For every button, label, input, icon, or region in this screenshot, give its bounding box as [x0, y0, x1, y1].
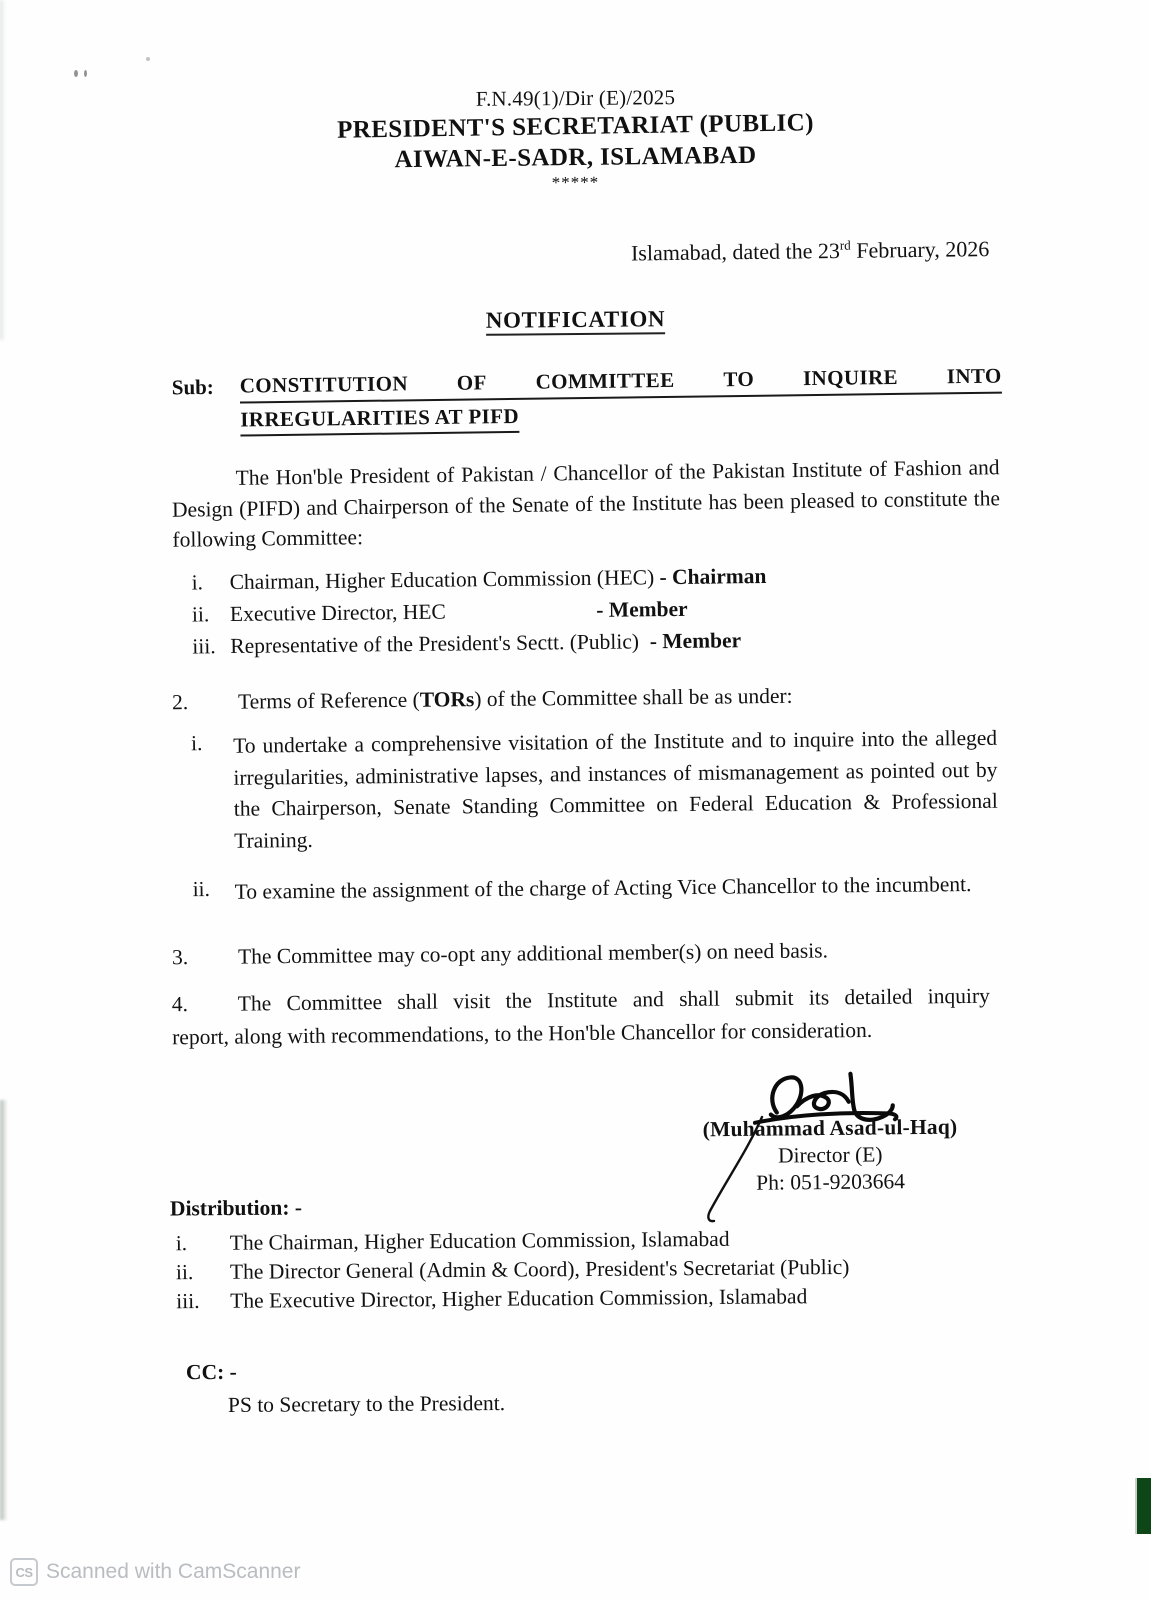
scan-speck	[84, 70, 87, 77]
subject-line-2: IRREGULARITIES AT PIFD	[240, 403, 519, 437]
list-item	[186, 593, 986, 627]
list-item	[172, 1225, 992, 1256]
decorative-separator: *****	[551, 172, 600, 193]
member-role: - Member	[596, 596, 688, 622]
dateline-ordinal: rd	[839, 237, 851, 253]
paragraph-number: 3.	[171, 945, 189, 970]
member-role: - Chairman	[659, 563, 767, 590]
member-designation: Executive Director, HEC	[229, 597, 597, 627]
subject-text	[240, 363, 1003, 437]
paragraph-3-text: The Committee may co-opt any additional member(s) on need basis.	[237, 938, 829, 969]
paragraph-3	[172, 934, 990, 973]
subject-word: TO	[723, 366, 755, 392]
list-item	[185, 723, 998, 858]
page-title-text: NOTIFICATION	[486, 306, 666, 336]
list-marker: i.	[190, 731, 203, 756]
subject-label: Sub:	[171, 374, 214, 400]
paragraph-number: 2.	[171, 690, 189, 715]
tors-heading-text	[238, 684, 793, 715]
list-item	[187, 869, 999, 909]
signatory-title: Director (E)	[777, 1142, 883, 1168]
list-marker: i.	[175, 1231, 188, 1256]
signatory-name: (Muhammad Asad-ul-Haq)	[702, 1114, 958, 1142]
tors-heading	[172, 682, 992, 716]
camscanner-watermark-text: Scanned with CamScanner	[46, 1560, 301, 1583]
tor-text: To undertake a comprehensive visitation of the Institute and to inquire into the alleged irregularities, administrative lapses, and instances of mismanagement as pointed out by the Chairperson, Senate Standing Committee on Federal Education & Professional Training.	[233, 725, 998, 853]
file-number: F.N.49(1)/Dir (E)/2025	[475, 85, 676, 111]
intro-paragraph: The Hon'ble President of Pakistan / Chancellor of the Pakistan Institute of Fashion and Design (PIFD) and Chairperson of the Senate of the Institute has been pleased to constitute the following Committee:	[171, 455, 1001, 552]
cc-recipient: PS to Secretary to the President.	[227, 1391, 506, 1417]
member-role: - Member	[649, 628, 742, 654]
signatory-phone: Ph: 051-9203664	[756, 1169, 906, 1195]
committee-member-list	[185, 561, 986, 666]
list-marker: iii.	[176, 1289, 200, 1314]
organization-address-line2: AIWAN-E-SADR, ISLAMABAD	[394, 141, 757, 174]
paragraph-4-text-line2: report, along with recommendations, to the Hon'ble Chancellor for consideration.	[172, 1017, 873, 1049]
camscanner-watermark	[10, 1558, 300, 1586]
dateline	[631, 236, 990, 267]
scan-speck	[74, 70, 78, 77]
distribution-list	[172, 1225, 993, 1318]
list-marker: i.	[191, 570, 204, 595]
distribution-recipient: The Executive Director, Higher Education Commission, Islamabad	[230, 1284, 808, 1313]
tors-acronym: TORs	[419, 687, 475, 712]
tors-heading-post: ) of the Committee shall be as under:	[474, 683, 793, 712]
subject-word: OF	[456, 370, 487, 395]
scan-edge-artifact-right	[1135, 1478, 1151, 1534]
subject-word: INQUIRE	[802, 364, 899, 391]
tor-text: To examine the assignment of the charge of Acting Vice Chancellor to the incumbent.	[234, 872, 972, 905]
subject-word: CONSTITUTION	[239, 371, 409, 398]
paragraph-4	[172, 981, 991, 1053]
scan-speck	[146, 57, 150, 61]
list-item	[186, 625, 986, 659]
list-item	[172, 1283, 992, 1314]
list-item	[172, 1254, 992, 1285]
signature-block	[639, 1060, 1020, 1197]
tors-list	[185, 723, 999, 929]
subject-line-1	[240, 363, 1002, 404]
member-designation: Representative of the President's Sectt. (Public)	[230, 629, 650, 659]
list-marker: ii.	[192, 877, 211, 902]
document-letterhead	[0, 86, 1151, 193]
paragraph-number: 4.	[171, 992, 189, 1017]
scan-edge-artifact-left	[0, 1100, 7, 1520]
page-title	[0, 302, 1151, 338]
subject-word: INTO	[946, 363, 1002, 389]
dateline-suffix: February, 2026	[850, 236, 990, 263]
member-designation: Chairman, Higher Education Commission (HEC)	[229, 565, 660, 595]
camscanner-badge-icon: CS	[10, 1558, 38, 1586]
distribution-recipient: The Chairman, Higher Education Commission, Islamabad	[229, 1226, 730, 1255]
organization-name-line1: PRESIDENT'S SECRETARIAT (PUBLIC)	[336, 109, 815, 144]
cc-heading: CC: -	[185, 1359, 237, 1385]
distribution-heading: Distribution: -	[169, 1195, 303, 1221]
subject-block	[172, 363, 1003, 438]
list-marker: iii.	[192, 634, 216, 659]
dateline-prefix: Islamabad, dated the 23	[630, 237, 840, 266]
paragraph-4-text-line1: The Committee shall visit the Institute and shall submit its detailed inquiry	[237, 983, 990, 1016]
subject-word: COMMITTEE	[535, 367, 675, 394]
tors-heading-pre: Terms of Reference (	[237, 687, 420, 714]
list-item	[185, 561, 985, 595]
list-marker: ii.	[191, 602, 210, 627]
list-marker: ii.	[175, 1260, 194, 1285]
distribution-recipient: The Director General (Admin & Coord), President's Secretariat (Public)	[229, 1254, 850, 1284]
